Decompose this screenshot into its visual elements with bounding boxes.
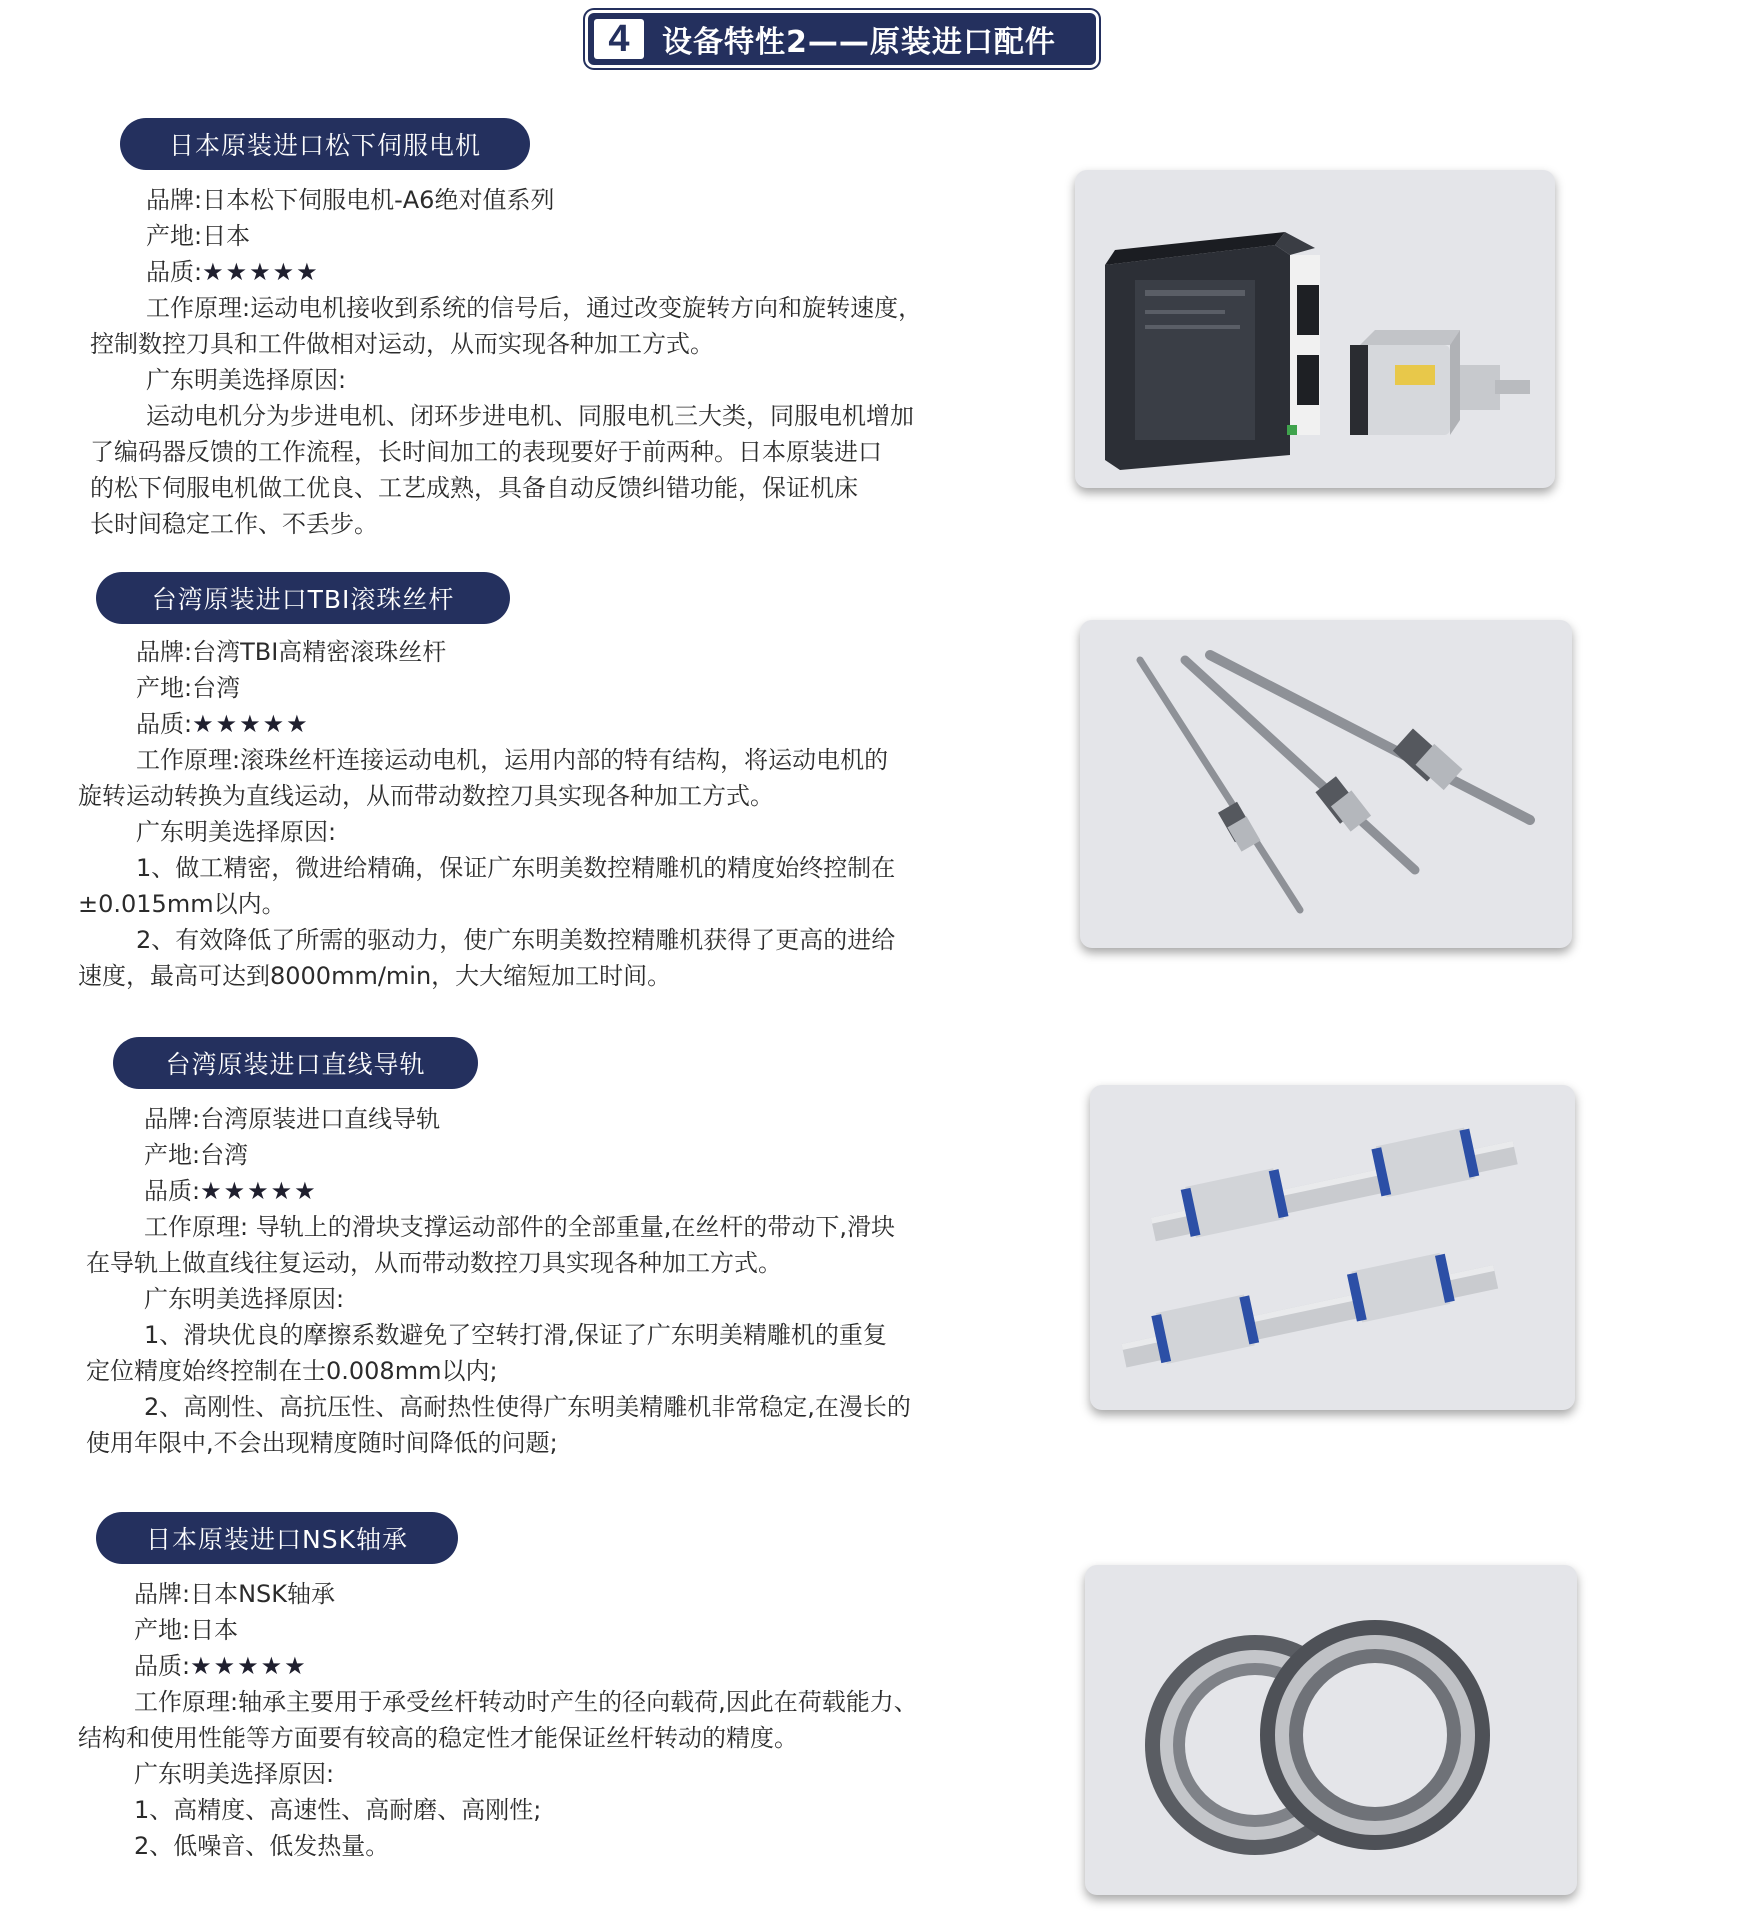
principle-line-cont: 旋转运动转换为直线运动，从而带动数控刀具实现各种加工方式。: [78, 782, 774, 810]
bearing-description: [78, 1576, 1078, 1864]
reason-heading: 广东明美选择原因:: [144, 1285, 345, 1313]
rating-stars-icon: ★★★★★: [202, 258, 320, 286]
quality-line: 品质:★★★★★: [134, 1652, 308, 1680]
origin-line: 产地:台湾: [144, 1141, 249, 1169]
section-pill-servo: 日本原装进口松下伺服电机: [120, 118, 530, 170]
brand-line: 品牌:台湾原装进口直线导轨: [144, 1105, 441, 1133]
reason-line: 2、低噪音、低发热量。: [134, 1832, 390, 1860]
reason-line: 2、高刚性、高抗压性、高耐热性使得广东明美精雕机非常稳定,在漫长的: [144, 1393, 911, 1421]
rating-stars-icon: ★★★★★: [190, 1652, 308, 1680]
section-pill-bearing: 日本原装进口NSK轴承: [96, 1512, 458, 1564]
reason-line: 1、做工精密，微进给精确，保证广东明美数控精雕机的精度始终控制在: [136, 854, 896, 882]
reason-heading: 广东明美选择原因:: [134, 1760, 335, 1788]
reason-heading: 广东明美选择原因:: [136, 818, 337, 846]
section-pill-ballscrew: 台湾原装进口TBI滚珠丝杆: [96, 572, 510, 624]
quality-line: 品质:★★★★★: [136, 710, 310, 738]
reason-heading: 广东明美选择原因:: [146, 366, 347, 394]
reason-line: 定位精度始终控制在士0.008mm以内;: [86, 1357, 498, 1385]
brand-line: 品牌:台湾TBI高精密滚珠丝杆: [136, 638, 447, 666]
ball-screw-photo-icon: [1080, 620, 1572, 948]
reason-line: 1、滑块优良的摩擦系数避免了空转打滑,保证了广东明美精雕机的重复: [144, 1321, 887, 1349]
section-pill-linear-guide: 台湾原装进口直线导轨: [113, 1037, 478, 1089]
rating-stars-icon: ★★★★★: [192, 710, 310, 738]
reason-line: ±0.015mm以内。: [78, 890, 286, 918]
bearing-photo-icon: [1085, 1565, 1577, 1895]
reason-line: 速度，最高可达到8000mm/min，大大缩短加工时间。: [78, 962, 672, 990]
reason-line: 使用年限中,不会出现精度随时间降低的问题;: [86, 1429, 558, 1457]
reason-line: 1、高精度、高速性、高耐磨、高刚性;: [134, 1796, 542, 1824]
principle-line: 工作原理:滚珠丝杆连接运动电机，运用内部的特有结构，将运动电机的: [136, 746, 889, 774]
brand-line: 品牌:日本NSK轴承: [134, 1580, 336, 1608]
ballscrew-description: [78, 634, 1058, 994]
section-header: [588, 13, 1096, 65]
linear-guide-photo-icon: [1090, 1085, 1575, 1410]
principle-line: 工作原理: 导轨上的滑块支撑运动部件的全部重量,在丝杆的带动下,滑块: [144, 1213, 895, 1241]
rating-stars-icon: ★★★★★: [200, 1177, 318, 1205]
principle-line: 工作原理:轴承主要用于承受丝杆转动时产生的径向载荷,因此在荷载能力、: [134, 1688, 918, 1716]
quality-line: 品质:★★★★★: [146, 258, 320, 286]
section-title: 设备特性2——原装进口配件: [662, 25, 1056, 60]
origin-line: 产地:日本: [146, 222, 251, 250]
reason-line: 2、有效降低了所需的驱动力，使广东明美数控精雕机获得了更高的进给: [136, 926, 896, 954]
principle-line-cont: 结构和使用性能等方面要有较高的稳定性才能保证丝杆转动的精度。: [78, 1724, 798, 1752]
linear-guide-description: [86, 1101, 1076, 1461]
servo-motor-photo-icon: [1075, 170, 1555, 488]
reason-line: 了编码器反馈的工作流程，长时间加工的表现要好于前两种。日本原装进口: [90, 438, 882, 466]
servo-description: [90, 182, 1060, 542]
brand-line: 品牌:日本松下伺服电机-A6绝对值系列: [146, 186, 555, 214]
origin-line: 产地:日本: [134, 1616, 239, 1644]
reason-line: 的松下伺服电机做工优良、工艺成熟，具备自动反馈纠错功能，保证机床: [90, 474, 858, 502]
origin-line: 产地:台湾: [136, 674, 241, 702]
principle-line-cont: 控制数控刀具和工件做相对运动，从而实现各种加工方式。: [90, 330, 714, 358]
reason-line: 长时间稳定工作、不丢步。: [90, 510, 378, 538]
reason-line: 运动电机分为步进电机、闭环步进电机、同服电机三大类，同服电机增加: [146, 402, 914, 430]
principle-line-cont: 在导轨上做直线往复运动，从而带动数控刀具实现各种加工方式。: [86, 1249, 782, 1277]
quality-line: 品质:★★★★★: [144, 1177, 318, 1205]
section-number: 4: [594, 19, 644, 59]
principle-line: 工作原理:运动电机接收到系统的信号后，通过改变旋转方向和旋转速度，: [146, 294, 923, 322]
